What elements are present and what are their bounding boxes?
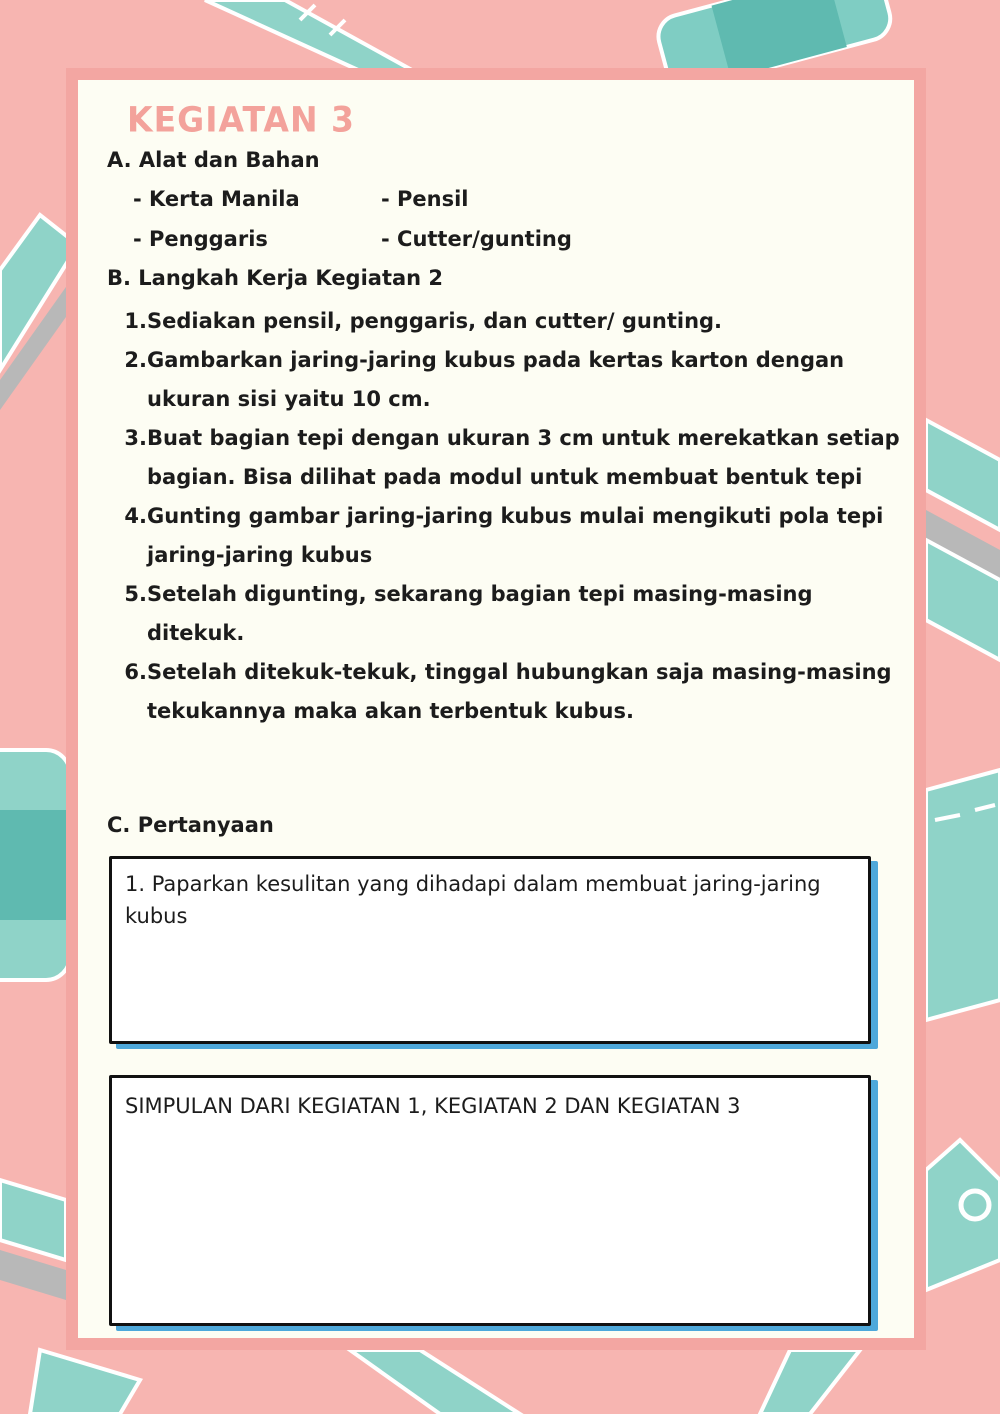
list-item: 3. Buat bagian tepi dengan ukuran 3 cm untuk merekatkan setiap bagian. Bisa dilihat pada modul untuk membuat bentuk tepi <box>124 426 900 489</box>
question-text: 1. Paparkan kesulitan yang dihadapi dalam membuat jaring-jaring kubus <box>125 872 821 928</box>
list-item: 1. Sediakan pensil, penggaris, dan cutter/ gunting. <box>124 309 723 333</box>
ruler-icon <box>926 770 1000 1020</box>
eraser-icon <box>0 750 70 980</box>
list-item: 4. Gunting gambar jaring-jaring kubus mulai mengikuti pola tepi jaring-jaring kubus <box>124 504 884 567</box>
list-item: 6. Setelah ditekuk-tekuk, tinggal hubungkan saja masing-masing tekukannya maka akan terbentuk kubus. <box>124 660 892 723</box>
list-item: 2. Gambarkan jaring-jaring kubus pada kertas karton dengan ukuran sisi yaitu 10 cm. <box>124 348 845 411</box>
ruler-icon <box>350 1350 860 1414</box>
material-item: - Penggaris <box>133 227 268 251</box>
section-c-heading: C. Pertanyaan <box>107 813 274 837</box>
sharpener-icon <box>926 1140 1000 1290</box>
steps-list <box>124 302 914 731</box>
page-title: KEGIATAN 3 <box>127 99 356 140</box>
section-a-heading: A. Alat dan Bahan <box>107 148 320 172</box>
list-item: 5. Setelah digunting, sekarang bagian tepi masing-masing ditekuk. <box>124 582 813 645</box>
material-item: - Cutter/gunting <box>381 227 572 251</box>
pencil-icon <box>926 420 1000 660</box>
material-item: - Kerta Manila <box>133 187 300 211</box>
section-b-heading: B. Langkah Kerja Kegiatan 2 <box>107 266 444 290</box>
material-item: - Pensil <box>381 187 469 211</box>
conclusion-text: SIMPULAN DARI KEGIATAN 1, KEGIATAN 2 DAN KEGIATAN 3 <box>125 1094 741 1118</box>
